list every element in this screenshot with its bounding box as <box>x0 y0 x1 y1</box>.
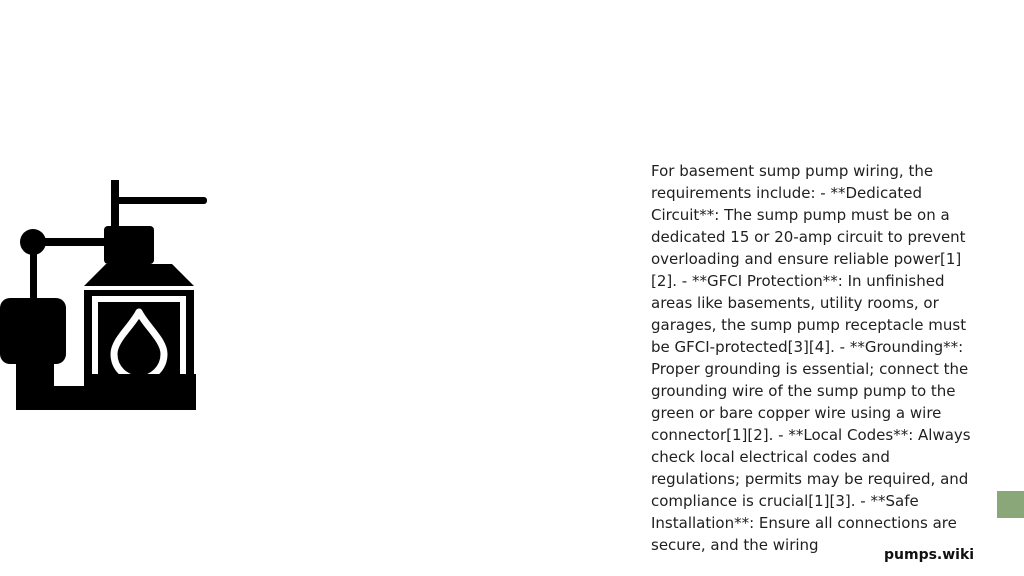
article-text: For basement sump pump wiring, the requirements include: - **Dedicated Circuit**: The sump pump must be on a dedicated 15 or 20-amp circuit to prevent overloading and ensure reliable power[1][2]. - **GFCI Protection**: In unfinished areas like basements, utility rooms, or garages, the sump pump receptacle must be GFCI-protected[3][4]. - **Grounding**: Proper grounding is essential; connect the grounding wire of the sump pump to the green or bare copper wire using a wire connector[1][2]. - **Local Codes**: Always check local electrical codes and regulations; permits may be required, and compliance is crucial[1][3]. - **Safe Installation**: Ensure all connections are secure, and the wiring <box>651 162 971 554</box>
sump-pump-icon <box>0 178 210 414</box>
side-tab[interactable] <box>997 491 1024 518</box>
site-watermark: pumps.wiki <box>884 547 975 563</box>
